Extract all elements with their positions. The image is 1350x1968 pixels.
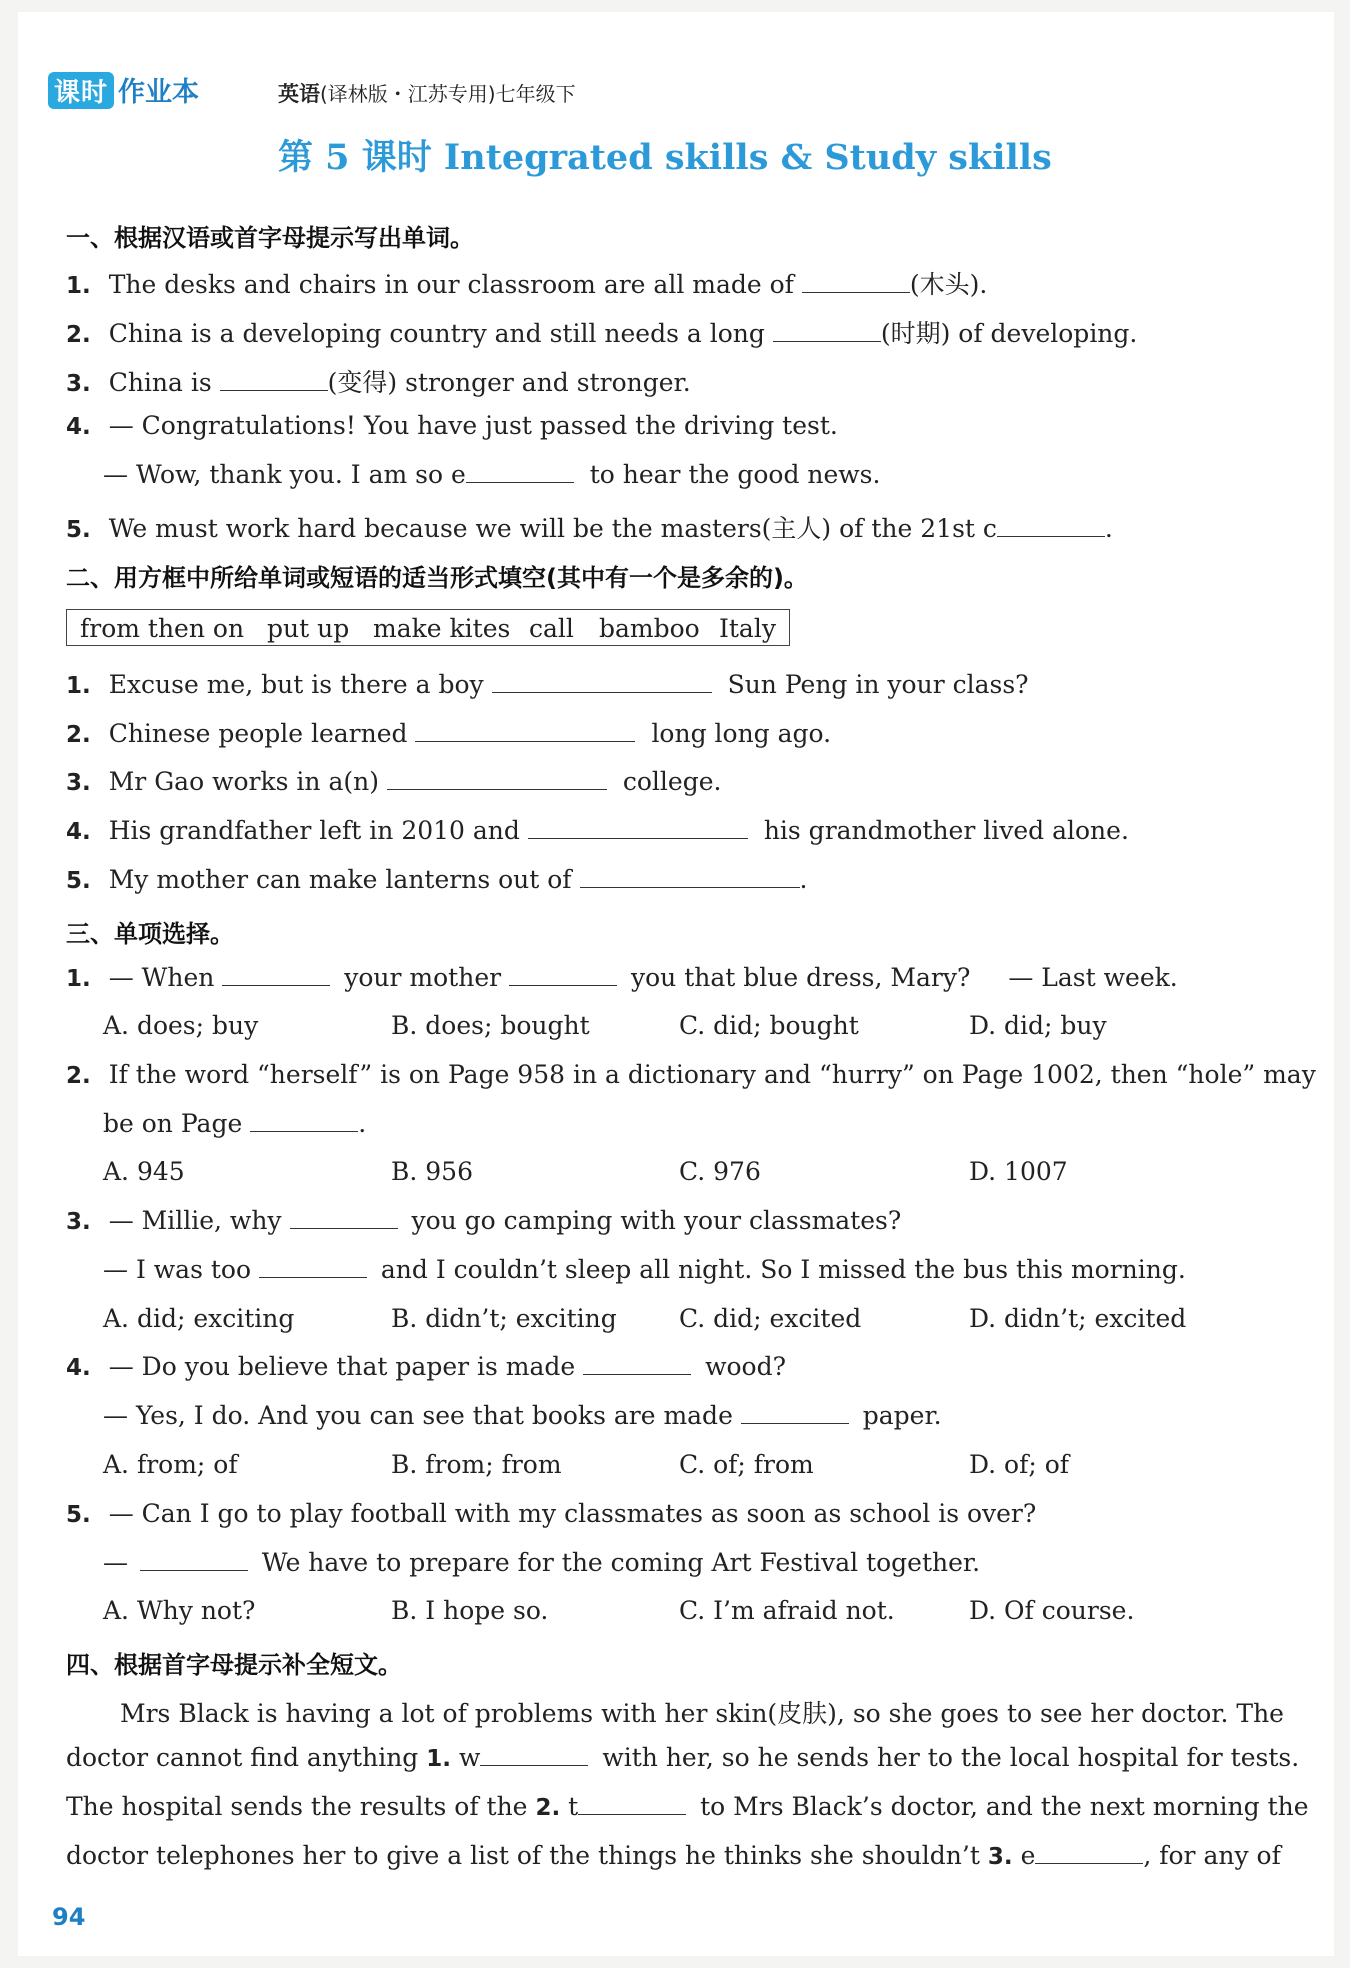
s3-q1: 1. — When your mother you that blue dress, Mary? — Last week. — [66, 963, 1178, 992]
answer-blank[interactable] — [492, 670, 712, 693]
answer-blank[interactable] — [466, 460, 574, 483]
s3-q3-reply: — I was too and I couldn’t sleep all night. So I missed the bus this morning. — [103, 1255, 1186, 1284]
answer-blank[interactable] — [480, 1743, 588, 1766]
series-logo — [48, 70, 199, 106]
passage-line-2: doctor cannot find anything 1. w with her, so he sends her to the local hospital for tests. — [66, 1743, 1300, 1772]
option-d[interactable]: D. Of course. — [969, 1596, 1135, 1625]
option-a[interactable]: A. did; exciting — [103, 1304, 295, 1333]
word-option: Italy — [719, 614, 776, 643]
word-box — [66, 609, 790, 646]
s2-q4: 4. His grandfather left in 2010 and his grandmother lived alone. — [66, 816, 1129, 845]
answer-blank[interactable] — [140, 1548, 248, 1571]
s1-q5: 5. We must work hard because we will be the masters(主人) of the 21st c . — [66, 514, 1113, 543]
passage-line-3: The hospital sends the results of the 2. t to Mrs Black’s doctor, and the next morning the — [66, 1792, 1309, 1821]
answer-blank[interactable] — [290, 1206, 398, 1229]
answer-blank[interactable] — [528, 816, 748, 839]
s3-q3: 3. — Millie, why you go camping with your classmates? — [66, 1206, 902, 1235]
s1-q1: 1. The desks and chairs in our classroom are all made of (木头). — [66, 270, 988, 299]
book-edition: (译林版・江苏专用)七年级下 — [320, 82, 576, 106]
answer-blank[interactable] — [802, 270, 910, 293]
answer-blank[interactable] — [583, 1352, 691, 1375]
option-d[interactable]: D. did; buy — [969, 1011, 1107, 1040]
word-option: bamboo — [599, 614, 700, 643]
s1-q3: 3. China is (变得) stronger and stronger. — [66, 368, 691, 397]
option-c[interactable]: C. of; from — [679, 1450, 814, 1479]
s1-q4: 4. — Congratulations! You have just passed the driving test. — [66, 411, 838, 440]
option-b[interactable]: B. didn’t; exciting — [391, 1304, 617, 1333]
word-option: from then on — [80, 614, 245, 643]
option-d[interactable]: D. of; of — [969, 1450, 1070, 1479]
answer-blank[interactable] — [509, 963, 617, 986]
option-b[interactable]: B. I hope so. — [391, 1596, 549, 1625]
s3-q4-reply: — Yes, I do. And you can see that books are made paper. — [103, 1401, 942, 1430]
page-number: 94 — [52, 1903, 86, 1931]
option-a[interactable]: A. Why not? — [103, 1596, 256, 1625]
answer-blank[interactable] — [387, 767, 607, 790]
answer-blank[interactable] — [1035, 1841, 1143, 1864]
answer-blank[interactable] — [578, 1792, 686, 1815]
s2-q2: 2. Chinese people learned long long ago. — [66, 719, 832, 748]
answer-blank[interactable] — [259, 1255, 367, 1278]
s3-q4: 4. — Do you believe that paper is made wood? — [66, 1352, 787, 1381]
section2-title: 二、用方框中所给单词或短语的适当形式填空(其中有一个是多余的)。 — [66, 564, 808, 592]
section1-title: 一、根据汉语或首字母提示写出单词。 — [66, 224, 474, 252]
logo-box: 课时 — [48, 72, 114, 109]
option-a[interactable]: A. 945 — [103, 1157, 185, 1186]
book-info — [278, 78, 576, 108]
s3-q2-cont: be on Page . — [103, 1109, 367, 1138]
s2-q3: 3. Mr Gao works in a(n) college. — [66, 767, 722, 796]
option-d[interactable]: D. didn’t; excited — [969, 1304, 1187, 1333]
passage-line-4: doctor telephones her to give a list of the things he thinks she shouldn’t 3. e , for any of — [66, 1841, 1281, 1870]
book-subject: 英语 — [278, 82, 320, 106]
option-a[interactable]: A. does; buy — [103, 1011, 259, 1040]
word-option: put up — [267, 614, 350, 643]
section4-title: 四、根据首字母提示补全短文。 — [66, 1651, 402, 1679]
answer-blank[interactable] — [773, 319, 881, 342]
logo-text: 作业本 — [118, 77, 200, 108]
answer-blank[interactable] — [741, 1401, 849, 1424]
answer-blank[interactable] — [222, 963, 330, 986]
option-c[interactable]: C. 976 — [679, 1157, 761, 1186]
word-option: make kites — [373, 614, 511, 643]
passage-line-1: Mrs Black is having a lot of problems with her skin(皮肤), so she goes to see her doctor. The — [120, 1699, 1284, 1728]
s3-q2: 2. If the word “herself” is on Page 958 in a dictionary and “hurry” on Page 1002, then “hole” may — [66, 1060, 1316, 1089]
s1-q4-reply: — Wow, thank you. I am so e to hear the good news. — [103, 460, 881, 489]
s3-q5: 5. — Can I go to play football with my classmates as soon as school is over? — [66, 1499, 1037, 1528]
option-b[interactable]: B. 956 — [391, 1157, 473, 1186]
answer-blank[interactable] — [415, 719, 635, 742]
answer-blank[interactable] — [220, 368, 328, 391]
option-d[interactable]: D. 1007 — [969, 1157, 1068, 1186]
option-a[interactable]: A. from; of — [103, 1450, 238, 1479]
s3-q5-reply: — We have to prepare for the coming Art Festival together. — [103, 1548, 981, 1577]
option-c[interactable]: C. I’m afraid not. — [679, 1596, 895, 1625]
s1-q2: 2. China is a developing country and still needs a long (时期) of developing. — [66, 319, 1138, 348]
answer-blank[interactable] — [997, 514, 1105, 537]
answer-blank[interactable] — [250, 1109, 358, 1132]
lesson-title: 第 5 课时 Integrated skills & Study skills — [278, 137, 1052, 178]
answer-blank[interactable] — [580, 865, 800, 888]
option-c[interactable]: C. did; excited — [679, 1304, 862, 1333]
option-b[interactable]: B. from; from — [391, 1450, 562, 1479]
section3-title: 三、单项选择。 — [66, 920, 234, 948]
option-c[interactable]: C. did; bought — [679, 1011, 859, 1040]
s2-q1: 1. Excuse me, but is there a boy Sun Peng in your class? — [66, 670, 1029, 699]
word-option: call — [529, 614, 574, 643]
option-b[interactable]: B. does; bought — [391, 1011, 590, 1040]
s2-q5: 5. My mother can make lanterns out of . — [66, 865, 808, 894]
